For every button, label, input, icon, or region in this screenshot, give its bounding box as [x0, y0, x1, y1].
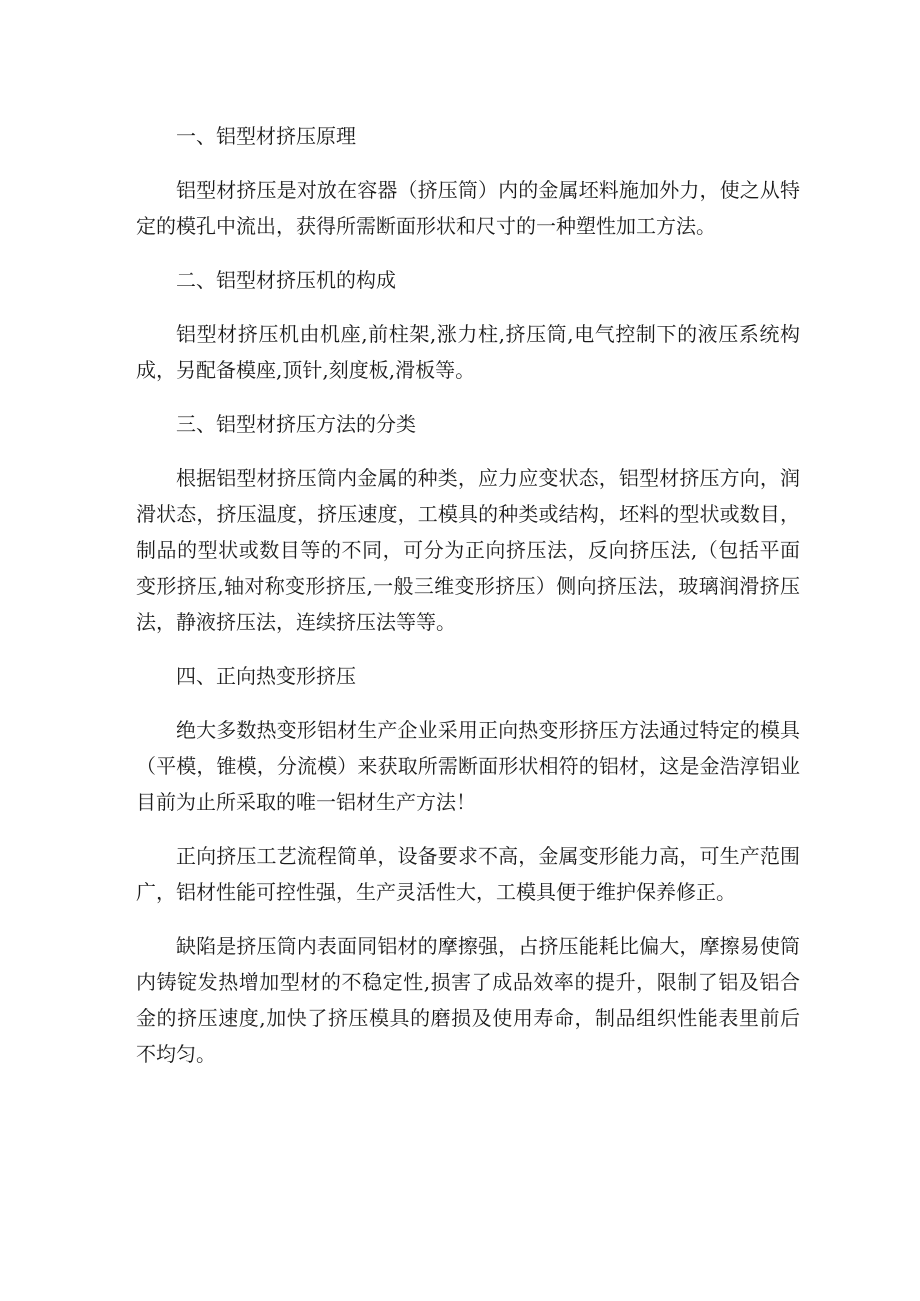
- section-3-paragraph-1: 根据铝型材挤压筒内金属的种类，应力应变状态，铝型材挤压方向，润滑状态，挤压温度，挤压速度，工模具的种类或结构，坯料的型状或数目，制品的型状或数目等的不同，可分为正向挤压法，反向挤压法,（包括平面变形挤压,轴对称变形挤压,一般三维变形挤压）侧向挤压法，玻璃润滑挤压法，静液挤压法，连续挤压法等等。: [136, 466, 800, 634]
- document-body: [136, 118, 800, 1090]
- section-heading-2: 二、铝型材挤压机的构成: [176, 268, 396, 292]
- section-1-paragraph-1: 铝型材挤压是对放在容器（挤压筒）内的金属坯料施加外力，使之从特定的模孔中流出，获得所需断面形状和尺寸的一种塑性加工方法。: [136, 178, 800, 238]
- section-2-paragraph-1: 铝型材挤压机由机座,前柱架,涨力柱,挤压筒,电气控制下的液压系统构成，另配备模座,顶针,刻度板,滑板等。: [136, 322, 800, 382]
- section-heading-4: 四、正向热变形挤压: [176, 664, 356, 688]
- section-heading-3: 三、铝型材挤压方法的分类: [176, 412, 416, 436]
- section-4-paragraph-1: 绝大多数热变形铝材生产企业采用正向热变形挤压方法通过特定的模具（平模，锥模，分流模）来获取所需断面形状相符的铝材，这是金浩淳铝业目前为止所采取的唯一铝材生产方法！: [136, 718, 800, 814]
- section-heading-1: 一、铝型材挤压原理: [176, 124, 356, 148]
- section-4-paragraph-2: 正向挤压工艺流程简单，设备要求不高，金属变形能力高，可生产范围广，铝材性能可控性强，生产灵活性大，工模具便于维护保养修正。: [136, 844, 800, 904]
- section-4-paragraph-3: 缺陷是挤压筒内表面同铝材的摩擦强，占挤压能耗比偏大，摩擦易使筒内铸锭发热增加型材的不稳定性,损害了成品效率的提升，限制了铝及铝合金的挤压速度,加快了挤压模具的磨损及使用寿命，制品组织性能表里前后不均匀。: [136, 934, 800, 1066]
